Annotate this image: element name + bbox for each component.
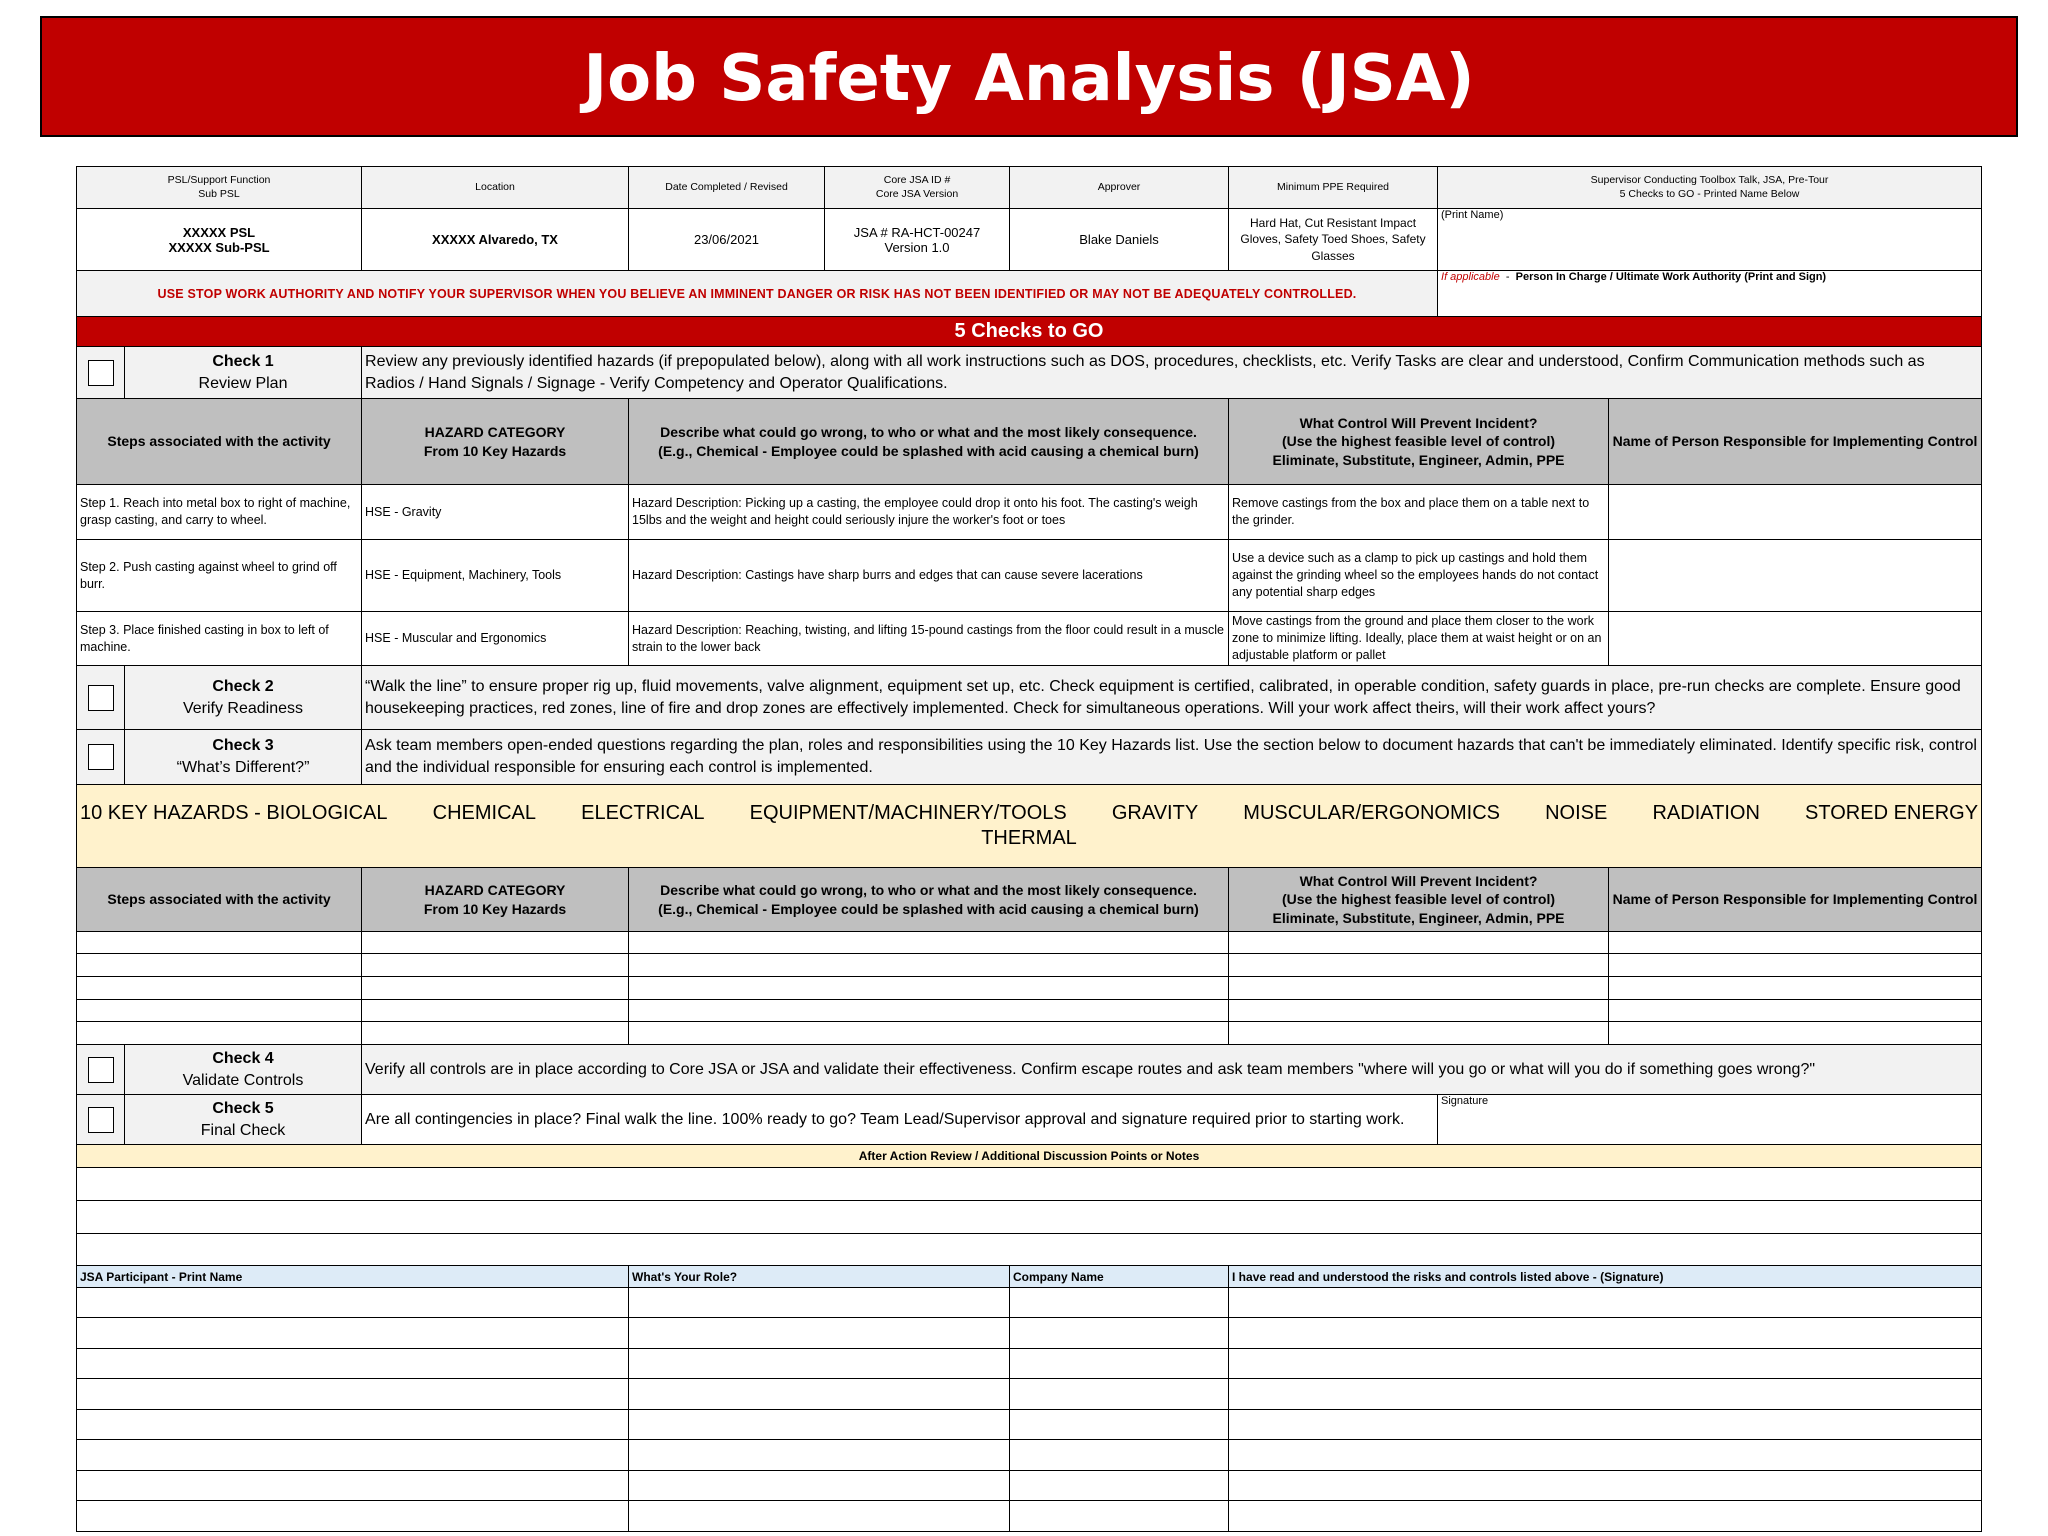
approver-label: Approver bbox=[1010, 167, 1229, 209]
blank-cell[interactable] bbox=[1010, 1349, 1229, 1379]
title-banner bbox=[40, 16, 2018, 137]
approver-value[interactable]: Blake Daniels bbox=[1010, 209, 1229, 271]
blank-cell[interactable] bbox=[77, 1440, 629, 1471]
key-hazard-item: NOISE bbox=[1545, 802, 1608, 824]
blank-cell[interactable] bbox=[629, 932, 1229, 954]
jsa-id-label: Core JSA ID # Core JSA Version bbox=[825, 167, 1010, 209]
check-1-text: Review any previously identified hazards (if prepopulated below), along with all work instructions such as DOS, procedures, checklists, etc. Verify Tasks are clear and understood, Confirm Communication methods such as Radios / Hand Signals / Signage - Verify Competency and Operator Qualifications. bbox=[362, 347, 1982, 399]
key-hazards-band bbox=[77, 785, 1982, 868]
step-2-control[interactable]: Use a device such as a clamp to pick up castings and hold them against the grinding wheel so the employees hands do not contact any potential sharp edges bbox=[1229, 540, 1609, 612]
blank-cell[interactable] bbox=[629, 1022, 1229, 1045]
blank-cell[interactable] bbox=[629, 1000, 1229, 1022]
col-hazard-category: HAZARD CATEGORY From 10 Key Hazards bbox=[362, 399, 629, 485]
blank-cell[interactable] bbox=[629, 1471, 1010, 1501]
key-hazard-item: ELECTRICAL bbox=[581, 802, 705, 824]
jsa-id-value[interactable]: JSA # RA-HCT-00247 Version 1.0 bbox=[825, 209, 1010, 271]
blank-cell[interactable] bbox=[77, 1288, 629, 1318]
blank-cell[interactable] bbox=[1229, 954, 1609, 977]
step-2-text[interactable]: Step 2. Push casting against wheel to grind off burr. bbox=[77, 540, 362, 612]
step-3-person[interactable] bbox=[1609, 612, 1982, 666]
location-value[interactable]: XXXXX Alvaredo, TX bbox=[362, 209, 629, 271]
header-values-row bbox=[77, 209, 1982, 271]
blank-cell[interactable] bbox=[1229, 1440, 1982, 1471]
blank-cell[interactable] bbox=[1609, 1022, 1982, 1045]
blank-cell[interactable] bbox=[1229, 1349, 1982, 1379]
check-1-box-cell bbox=[77, 347, 125, 399]
key-hazard-item: RADIATION bbox=[1652, 802, 1760, 824]
notes-field[interactable] bbox=[77, 1234, 1982, 1266]
step-2-person[interactable] bbox=[1609, 540, 1982, 612]
blank-cell[interactable] bbox=[1229, 977, 1609, 1000]
location-label: Location bbox=[362, 167, 629, 209]
blank-cell[interactable] bbox=[77, 1349, 629, 1379]
check-5-box-cell bbox=[77, 1095, 125, 1145]
supervisor-print-name-field[interactable]: (Print Name) bbox=[1438, 209, 1982, 271]
blank-cell[interactable] bbox=[629, 1440, 1010, 1471]
participant-row bbox=[77, 1440, 1982, 1471]
after-action-header: After Action Review / Additional Discussion Points or Notes bbox=[77, 1145, 1982, 1168]
participant-row bbox=[77, 1410, 1982, 1440]
empty-hazard-row bbox=[77, 977, 1982, 1000]
blank-cell[interactable] bbox=[362, 1000, 629, 1022]
five-checks-band bbox=[77, 317, 1982, 347]
psl-value[interactable]: XXXXX PSL XXXXX Sub-PSL bbox=[77, 209, 362, 271]
step-3-control[interactable]: Move castings from the ground and place them closer to the work zone to minimize lifting. Ideally, place them at waist height or on an adjustable platform or pallet bbox=[1229, 612, 1609, 666]
step-row-3 bbox=[77, 612, 1982, 666]
blank-cell[interactable] bbox=[77, 932, 362, 954]
check-3-box-cell bbox=[77, 730, 125, 785]
blank-cell[interactable] bbox=[629, 1349, 1010, 1379]
blank-cell[interactable] bbox=[1229, 1471, 1982, 1501]
step-3-description[interactable]: Hazard Description: Reaching, twisting, and lifting 15-pound castings from the floor could result in a muscle strain to the lower back bbox=[629, 612, 1229, 666]
date-value[interactable]: 23/06/2021 bbox=[629, 209, 825, 271]
col-person: Name of Person Responsible for Implementing Control bbox=[1609, 399, 1982, 485]
col-describe: Describe what could go wrong, to who or what and the most likely consequence. (E.g., Chemical - Employee could be splashed with acid causing a chemical burn) bbox=[629, 868, 1229, 932]
empty-hazard-row bbox=[77, 1000, 1982, 1022]
notes-field[interactable] bbox=[77, 1168, 1982, 1201]
blank-cell[interactable] bbox=[1010, 1379, 1229, 1410]
notes-row bbox=[77, 1168, 1982, 1201]
check-5-text: Are all contingencies in place? Final walk the line. 100% ready to go? Team Lead/Supervisor approval and signature required prior to starting work. bbox=[362, 1095, 1438, 1145]
check-1-checkbox[interactable] bbox=[88, 360, 114, 386]
blank-cell[interactable] bbox=[1229, 1288, 1982, 1318]
step-row-2 bbox=[77, 540, 1982, 612]
check-2-box-cell bbox=[77, 666, 125, 730]
check-4-checkbox[interactable] bbox=[88, 1057, 114, 1083]
step-row-1 bbox=[77, 485, 1982, 540]
blank-cell[interactable] bbox=[1229, 1379, 1982, 1410]
blank-cell[interactable] bbox=[77, 954, 362, 977]
blank-cell[interactable] bbox=[77, 1022, 362, 1045]
blank-cell[interactable] bbox=[77, 1318, 629, 1349]
supervisor-label: Supervisor Conducting Toolbox Talk, JSA, Pre-Tour 5 Checks to GO - Printed Name Below bbox=[1438, 167, 1982, 209]
participant-name-header: JSA Participant - Print Name bbox=[77, 1266, 629, 1288]
step-3-text[interactable]: Step 3. Place finished casting in box to left of machine. bbox=[77, 612, 362, 666]
step-1-control[interactable]: Remove castings from the box and place them on a table next to the grinder. bbox=[1229, 485, 1609, 540]
check-4-box-cell bbox=[77, 1045, 125, 1095]
signature-field[interactable]: Signature bbox=[1438, 1095, 1982, 1145]
key-hazard-item: 10 KEY HAZARDS - BIOLOGICAL bbox=[80, 802, 388, 824]
participant-company-header: Company Name bbox=[1010, 1266, 1229, 1288]
blank-cell[interactable] bbox=[629, 1501, 1010, 1532]
date-label: Date Completed / Revised bbox=[629, 167, 825, 209]
psl-label: PSL/Support Function Sub PSL bbox=[77, 167, 362, 209]
header-labels-row bbox=[77, 167, 1982, 209]
blank-cell[interactable] bbox=[77, 1471, 629, 1501]
blank-cell[interactable] bbox=[1229, 1022, 1609, 1045]
blank-cell[interactable] bbox=[1229, 1410, 1982, 1440]
col-steps: Steps associated with the activity bbox=[77, 868, 362, 932]
notes-row bbox=[77, 1234, 1982, 1266]
blank-cell[interactable] bbox=[362, 932, 629, 954]
check-2-checkbox[interactable] bbox=[88, 685, 114, 711]
blank-cell[interactable] bbox=[362, 977, 629, 1000]
empty-hazard-row bbox=[77, 932, 1982, 954]
col-control: What Control Will Prevent Incident? (Use the highest feasible level of control) Eliminate, Substitute, Engineer, Admin, PPE bbox=[1229, 399, 1609, 485]
hazard-table-header-2 bbox=[77, 868, 1982, 932]
check-4-row bbox=[77, 1045, 1982, 1095]
person-in-charge-field[interactable]: If applicable - Person In Charge / Ultimate Work Authority (Print and Sign) bbox=[1438, 271, 1982, 317]
notes-row bbox=[77, 1201, 1982, 1234]
col-person: Name of Person Responsible for Implementing Control bbox=[1609, 868, 1982, 932]
blank-cell[interactable] bbox=[629, 954, 1229, 977]
blank-cell[interactable] bbox=[362, 1022, 629, 1045]
step-1-person[interactable] bbox=[1609, 485, 1982, 540]
key-hazard-item: GRAVITY bbox=[1111, 802, 1199, 824]
key-hazards-list bbox=[80, 801, 1978, 826]
blank-cell[interactable] bbox=[1010, 1410, 1229, 1440]
participant-row bbox=[77, 1379, 1982, 1410]
key-hazard-item: CHEMICAL bbox=[432, 802, 536, 824]
hazard-table-header-1 bbox=[77, 399, 1982, 485]
check-1-title: Check 1 Review Plan bbox=[125, 347, 362, 399]
col-control: What Control Will Prevent Incident? (Use the highest feasible level of control) Eliminate, Substitute, Engineer, Admin, PPE bbox=[1229, 868, 1609, 932]
blank-cell[interactable] bbox=[629, 1379, 1010, 1410]
blank-cell[interactable] bbox=[629, 977, 1229, 1000]
check-5-checkbox[interactable] bbox=[88, 1107, 114, 1133]
blank-cell[interactable] bbox=[1229, 1000, 1609, 1022]
blank-cell[interactable] bbox=[1609, 977, 1982, 1000]
blank-cell[interactable] bbox=[77, 1501, 629, 1532]
empty-hazard-row bbox=[77, 954, 1982, 977]
blank-cell[interactable] bbox=[1609, 932, 1982, 954]
participant-row bbox=[77, 1318, 1982, 1349]
blank-cell[interactable] bbox=[1229, 1318, 1982, 1349]
key-hazard-item: STORED ENERGY bbox=[1805, 802, 1979, 824]
check-4-title: Check 4 Validate Controls bbox=[125, 1045, 362, 1095]
jsa-form bbox=[76, 166, 1982, 1532]
notes-field[interactable] bbox=[77, 1201, 1982, 1234]
check-2-text: “Walk the line” to ensure proper rig up, fluid movements, valve alignment, equipment set up, etc. Check equipment is certified, calibrated, in operable condition, safety guards in place, pre-run checks are complete. Ensure good housekeeping practices, red zones, line of fire and drop zones are effectively implemented. Check for simultaneous operations. Will your work affect theirs, will their work affect yours? bbox=[362, 666, 1982, 730]
blank-cell[interactable] bbox=[362, 954, 629, 977]
key-hazard-item: THERMAL bbox=[981, 827, 1077, 849]
key-hazard-item: MUSCULAR/ERGONOMICS bbox=[1243, 802, 1500, 824]
step-3-hazard[interactable]: HSE - Muscular and Ergonomics bbox=[362, 612, 629, 666]
blank-cell[interactable] bbox=[77, 977, 362, 1000]
step-1-description[interactable]: Hazard Description: Picking up a casting, the employee could drop it onto his foot. The casting's weigh 15lbs and the weight and height could seriously injure the worker's foot or toes bbox=[629, 485, 1229, 540]
blank-cell[interactable] bbox=[77, 1000, 362, 1022]
blank-cell[interactable] bbox=[1229, 1501, 1982, 1532]
participant-row bbox=[77, 1501, 1982, 1532]
stop-work-row bbox=[77, 271, 1982, 317]
blank-cell[interactable] bbox=[1229, 932, 1609, 954]
check-4-text: Verify all controls are in place according to Core JSA or JSA and validate their effectiveness. Confirm escape routes and ask team members "where will you go or what will you do if something goes wrong?" bbox=[362, 1045, 1982, 1095]
step-2-hazard[interactable]: HSE - Equipment, Machinery, Tools bbox=[362, 540, 629, 612]
check-2-row bbox=[77, 666, 1982, 730]
empty-hazard-row bbox=[77, 1022, 1982, 1045]
blank-cell[interactable] bbox=[77, 1410, 629, 1440]
stop-work-warning: USE STOP WORK AUTHORITY AND NOTIFY YOUR SUPERVISOR WHEN YOU BELIEVE AN IMMINENT DANGER OR RISK HAS NOT BEEN IDENTIFIED OR MAY NOT BE ADEQUATELY CONTROLLED. bbox=[77, 271, 1438, 317]
participant-row bbox=[77, 1349, 1982, 1379]
participant-signature-header: I have read and understood the risks and controls listed above - (Signature) bbox=[1229, 1266, 1982, 1288]
step-1-text[interactable]: Step 1. Reach into metal box to right of machine, grasp casting, and carry to wheel. bbox=[77, 485, 362, 540]
participant-row bbox=[77, 1471, 1982, 1501]
blank-cell[interactable] bbox=[77, 1379, 629, 1410]
check-5-row bbox=[77, 1095, 1982, 1145]
step-2-description[interactable]: Hazard Description: Castings have sharp burrs and edges that can cause severe lacerations bbox=[629, 540, 1229, 612]
check-2-title: Check 2 Verify Readiness bbox=[125, 666, 362, 730]
blank-cell[interactable] bbox=[1010, 1318, 1229, 1349]
participants-header-row bbox=[77, 1266, 1982, 1288]
blank-cell[interactable] bbox=[629, 1288, 1010, 1318]
check-5-title: Check 5 Final Check bbox=[125, 1095, 362, 1145]
participant-row bbox=[77, 1288, 1982, 1318]
blank-cell[interactable] bbox=[629, 1318, 1010, 1349]
col-steps: Steps associated with the activity bbox=[77, 399, 362, 485]
check-3-row bbox=[77, 730, 1982, 785]
ppe-value[interactable]: Hard Hat, Cut Resistant Impact Gloves, Safety Toed Shoes, Safety Glasses bbox=[1229, 209, 1438, 271]
check-1-row bbox=[77, 347, 1982, 399]
col-describe: Describe what could go wrong, to who or what and the most likely consequence. (E.g., Chemical - Employee could be splashed with acid causing a chemical burn) bbox=[629, 399, 1229, 485]
check-3-text: Ask team members open-ended questions regarding the plan, roles and responsibilities using the 10 Key Hazards list. Use the section below to document hazards that can't be immediately eliminated. Identify specific risk, control and the individual responsible for ensuring each control is implemented. bbox=[362, 730, 1982, 785]
page-title: Job Safety Analysis (JSA) bbox=[583, 41, 1475, 116]
blank-cell[interactable] bbox=[629, 1410, 1010, 1440]
col-hazard-category: HAZARD CATEGORY From 10 Key Hazards bbox=[362, 868, 629, 932]
key-hazard-item: EQUIPMENT/MACHINERY/TOOLS bbox=[749, 802, 1067, 824]
key-hazards-row bbox=[77, 785, 1982, 868]
check-3-title: Check 3 “What’s Different?” bbox=[125, 730, 362, 785]
after-action-row bbox=[77, 1145, 1982, 1168]
blank-cell[interactable] bbox=[1010, 1501, 1229, 1532]
ppe-label: Minimum PPE Required bbox=[1229, 167, 1438, 209]
blank-cell[interactable] bbox=[1010, 1440, 1229, 1471]
check-3-checkbox[interactable] bbox=[88, 744, 114, 770]
step-1-hazard[interactable]: HSE - Gravity bbox=[362, 485, 629, 540]
blank-cell[interactable] bbox=[1010, 1471, 1229, 1501]
blank-cell[interactable] bbox=[1609, 1000, 1982, 1022]
blank-cell[interactable] bbox=[1609, 954, 1982, 977]
five-checks-title: 5 Checks to GO bbox=[77, 317, 1982, 347]
participant-role-header: What's Your Role? bbox=[629, 1266, 1010, 1288]
blank-cell[interactable] bbox=[1010, 1288, 1229, 1318]
